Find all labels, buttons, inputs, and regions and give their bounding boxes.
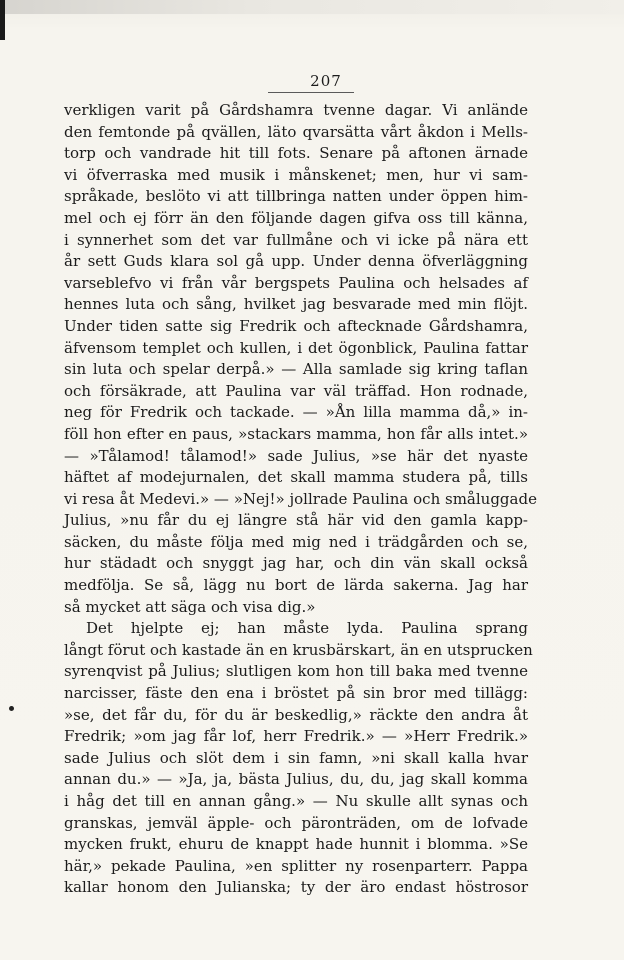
text-line: kallar honom den Julianska; ty der äro endast höstrosor	[64, 878, 528, 897]
text-line: här,» pekade Paulina, »en splitter ny rosenparterr. Pappa	[64, 856, 528, 875]
paragraph-start-line: Det hjelpte ej; han måste lyda. Paulina sprang	[86, 619, 528, 638]
text-line: annan du.» — »Ja, ja, bästa Julius, du, du, jag skall komma	[64, 770, 528, 789]
text-line: mel och ej förr än den följande dagen gifva oss till känna,	[64, 208, 528, 227]
text-line: mycken frukt, ehuru de knappt hade hunnit i blomma. »Se	[64, 835, 528, 854]
text-line: sade Julius och slöt dem i sin famn, »ni skall kalla hvar	[64, 748, 528, 767]
text-line: i synnerhet som det var fullmåne och vi icke på nära ett	[64, 230, 528, 249]
text-line: språkade, beslöto vi att tillbringa natten under öppen him-	[64, 187, 528, 206]
text-line: sin luta och spelar derpå.» — Alla samlade sig kring taflan	[64, 360, 528, 379]
text-line: neg för Fredrik och tackade. — »Ån lilla mamma då,» in-	[64, 403, 528, 422]
text-line: häftet af modejurnalen, det skall mamma studera på, tills	[64, 468, 528, 487]
text-line: verkligen varit på Gårdshamra tvenne dagar. Vi anlände	[64, 101, 528, 119]
scan-top-edge	[0, 0, 624, 14]
text-line: torp och vandrade hit till fots. Senare på aftonen ärnade	[64, 144, 528, 163]
text-line: vi resa åt Medevi.» — »Nej!» jollrade Paulina och småluggade	[64, 489, 537, 508]
text-line: Julius, »nu får du ej längre stå här vid den gamla kapp-	[64, 511, 528, 530]
text-line: Under tiden satte sig Fredrik och aftecknade Gårdshamra,	[64, 316, 528, 335]
text-line: långt förut och kastade än en krusbärskart, än en utsprucken	[64, 640, 533, 659]
text-line: den femtonde på qvällen, läto qvarsätta vårt åkdon i Mells-	[64, 122, 528, 141]
paragraph-end-line: så mycket att säga och visa dig.»	[64, 597, 316, 616]
text-line: föll hon efter en paus, »stackars mamma, hon får alls intet.»	[64, 424, 528, 443]
page-number: 207	[310, 72, 342, 90]
text-line: Fredrik; »om jag får lof, herr Fredrik.» — »Herr Fredrik.»	[64, 727, 528, 746]
text-line: narcisser, fäste den ena i bröstet på sin bror med tillägg:	[64, 684, 528, 703]
header-rule	[268, 92, 354, 93]
text-line: vi öfverraska med musik i månskenet; men, hur vi sam-	[64, 165, 528, 184]
body-text	[64, 100, 537, 899]
text-line: och försäkrade, att Paulina var väl träffad. Hon rodnade,	[64, 381, 528, 400]
text-line: år sett Guds klara sol gå upp. Under denna öfverläggning	[64, 252, 528, 271]
scan-left-edge-mark	[0, 0, 5, 40]
text-line: säcken, du måste följa med mig ned i trädgården och se,	[64, 532, 528, 551]
margin-ink-dot	[9, 706, 14, 711]
text-line: hennes luta och sång, hvilket jag besvarade med min flöjt.	[64, 295, 528, 314]
text-line: medfölja. Se så, lägg nu bort de lärda sakerna. Jag har	[64, 576, 528, 595]
text-line: granskas, jemväl äpple- och päronträden, om de lofvade	[64, 813, 528, 832]
text-line: syrenqvist på Julius; slutligen kom hon till baka med tvenne	[64, 662, 528, 681]
text-line: i håg det till en annan gång.» — Nu skulle allt synas och	[64, 792, 528, 810]
text-line: äfvensom templet och kullen, i det ögonblick, Paulina fattar	[64, 338, 528, 357]
text-line: »se, det får du, för du är beskedlig,» räckte den andra åt	[64, 705, 528, 724]
text-line: — »Tålamod! tålamod!» sade Julius, »se här det nyaste	[64, 446, 528, 465]
text-line: varseblefvo vi från vår bergspets Paulina och helsades af	[64, 273, 528, 292]
text-line: hur städadt och snyggt jag har, och din vän skall också	[64, 554, 528, 573]
